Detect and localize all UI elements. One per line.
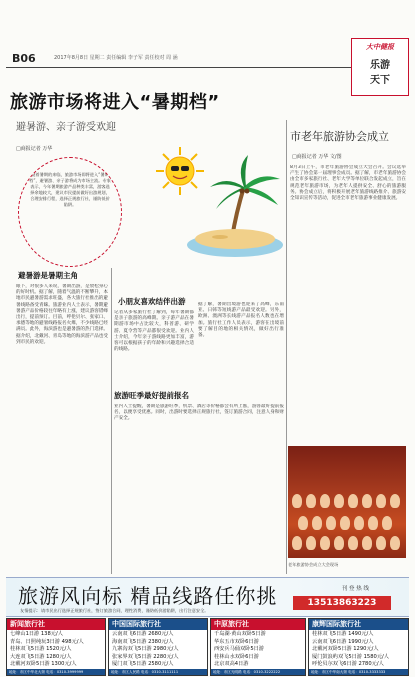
lead-subhead: 避暑游、亲子游受欢迎	[16, 122, 116, 133]
ad-item: 云南双飞6日游 1990元/人	[312, 638, 374, 645]
ad-footer: 地址：市区中华南大街 电话：0310-3333333	[309, 669, 408, 675]
ad-item: 大连双飞5日游 1280元/人	[10, 653, 72, 660]
ad-footer: 地址：市区光明路 电话：0310-3222222	[211, 669, 305, 675]
ad-item: 张家界双飞5日游 2280元/人	[112, 653, 179, 660]
banner-subtitle: 友情提示：请市民出行选择正规旅行社，签订旅游合同，理性消费，谨防低价游陷阱，出行注意安全。	[20, 608, 209, 613]
page-number: B06	[12, 52, 36, 65]
col2b-body: 业内人士提醒，暑期是旅游旺季，机票、酒店等价格都会有所上涨，游客最好提前报名，以便享受优惠。同时，出游时要选择正规旅行社，签订旅游合同，注意人身和财产安全。	[114, 404, 284, 422]
section-title-line1: 乐游	[370, 60, 390, 71]
ad-footer: 地址：市区中华北大街 电话：0310-3999999	[7, 669, 105, 675]
column-divider	[111, 268, 112, 574]
intro-oval: 随着暑期的来临，旅游市场即将进入“暑期档”，避暑游、亲子游将成为市场主流。专家表示，今年暑期旅游产品种类丰富，游客选择余地较大，建议市民提前做好出游规划，合理安排行程，选择正规旅行社，谨防低价陷阱。	[18, 157, 122, 267]
ad-item: 北戴河双卧5日游 1300元/人	[10, 661, 77, 668]
ad-item: 桂林双飞5日游 1520元/人	[10, 646, 72, 653]
hotline-label: 刊 登 热 线	[341, 586, 369, 592]
right-headline: 市老年旅游协会成立	[290, 130, 389, 143]
ad-item: 厦门鼓浪屿双飞5日游 1580元/人	[312, 653, 389, 660]
ad-footer: 地址：市区人民路 电话：0310-3111111	[109, 669, 207, 675]
ad-item: 七峰山1日游 138元/人	[10, 631, 63, 637]
banner-title: 旅游风向标 精品线路任你挑	[18, 584, 278, 608]
ad-item: 桂林山水双卧6日游	[214, 653, 259, 660]
col2-body: 记者从多家旅行社了解到，每年暑期都是亲子旅游的高峰期。亲子游产品在暑期游市场中占比较大，科普游、研学游、夏令营等产品都很受欢迎。业内人士介绍，今年亲子游线路更加丰富，游客可以根据孩子的年龄和兴趣选择合适的线路。	[114, 310, 194, 353]
ad-title: 康辉国际旅行社	[309, 619, 408, 630]
ad-item: 北京双高4日游	[214, 661, 249, 668]
section-masthead	[351, 38, 409, 96]
travel-banner	[6, 577, 409, 617]
ad-item: 呼伦贝尔双飞6日游 2780元/人	[312, 661, 384, 668]
col1-body: 眼下，对很多人来说，暑期出游，是放松身心的好时机。据了解，随着气温的不断攀升，本地市民避暑游需求旺盛，各大旅行社推出的避暑线路备受青睐。旅游业内人士表示，暑期避暑游产品价格较往年略有上涨，建议游客错峰出行，提前预订。目前，呼伦贝尔、张家口、承德等地的避暑线路报名火爆，不少线路已经满员。此外，海滨游也是避暑游的热门选择。据介绍，北戴河、青岛等地的海滨游产品也受到市民的欢迎。	[16, 284, 108, 345]
col1-title: 避暑游是暑期主角	[18, 271, 78, 280]
event-photo	[288, 446, 406, 558]
ad-item: 青岛、日照纯玩3日游 498元/人	[10, 638, 84, 645]
ad-item: 云南双飞6日游 2680元/人	[112, 631, 174, 637]
lead-headline: 旅游市场将进入“暑期档”	[10, 92, 220, 113]
sun-icon	[156, 147, 204, 195]
hotline-number: 13513863223	[293, 596, 391, 610]
lead-byline: □商报记者 万华	[16, 146, 53, 152]
right-byline: □商报记者 万华 文/图	[292, 154, 342, 160]
ad-xinwen	[6, 618, 106, 676]
ad-zhongyuan	[210, 618, 306, 676]
right-body: 8月3日上午，市老年旅游协会成立大会召开。会议选举产生了协会第一届理事会成员。据了解，市老年旅游协会由全市多家旅行社、老年大学等单位联合发起成立，旨在规范老年旅游市场，为老年人提供安全、舒心的旅游服务。协会成立后，将积极开展老年旅游线路推介、旅游安全知识宣传等活动，促进全市老年旅游事业健康发展。	[290, 165, 406, 202]
ad-item: 北戴河双卧5日游 1290元/人	[312, 646, 379, 653]
paper-name: 大中健报	[366, 43, 394, 51]
island-icon	[187, 229, 283, 257]
section-title-line2: 天下	[370, 75, 390, 86]
ad-item: 厦门双飞5日游 2580元/人	[112, 661, 174, 668]
island-illustration	[140, 143, 285, 261]
ad-title: 新闻旅行社	[7, 619, 105, 630]
page-header	[6, 52, 408, 68]
palm-tree-icon	[210, 155, 280, 238]
photo-caption: 老年旅游协会成立大会现场	[288, 562, 339, 567]
col2b-title: 旅游旺季最好提前报名	[114, 391, 189, 400]
ad-item: 桂林双飞5日游 1490元/人	[312, 631, 374, 637]
ad-title: 中原旅行社	[211, 619, 305, 630]
ad-item: 海南双飞5日游 2380元/人	[112, 638, 174, 645]
date-line: 2017年8月8日 星期二 责任编辑 李子军 责任校对 周 涵	[54, 55, 178, 61]
ad-title: 中国国际旅行社	[109, 619, 207, 630]
ad-item: 西安兵马俑双卧5日游	[214, 646, 264, 653]
ad-item: 华东五市双卧6日游	[214, 638, 259, 645]
ad-cits	[108, 618, 208, 676]
ad-item: 千岛湖·黄山双卧5日游	[214, 631, 266, 637]
ad-item: 九寨沟双飞5日游 2980元/人	[112, 646, 179, 653]
column-divider	[286, 120, 287, 574]
col2-title: 小朋友喜欢结伴出游	[118, 297, 186, 306]
ad-kanghui	[308, 618, 409, 676]
col3-body: 据了解，暑期出境游也迎来了高峰，东南亚、日韩等短线游产品最受欢迎。另外，欧洲、澳洲等长线游产品报名人数也在增加。旅行社工作人员表示，游客在出境前要了解目的地的相关情况，做好出行准备。	[198, 302, 284, 339]
